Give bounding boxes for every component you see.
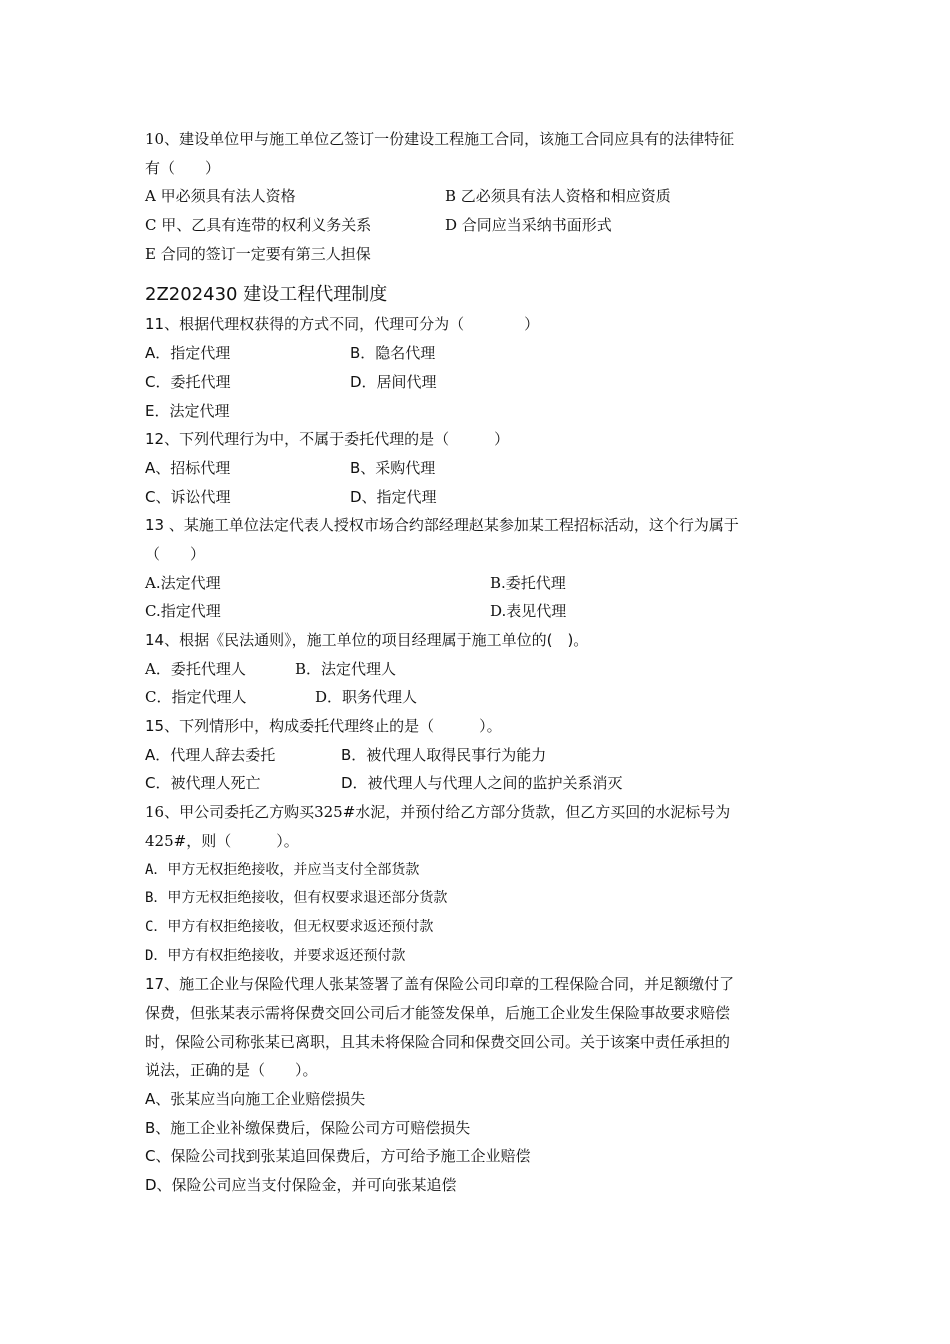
q10-stem-line2: 有（ ） bbox=[145, 158, 221, 177]
q12-options-row2 bbox=[145, 483, 815, 512]
q10-options-row1 bbox=[145, 182, 815, 211]
q10-stem-line1: 10、建设单位甲与施工单位乙签订一份建设工程施工合同，该施工合同应具有的法律特征 bbox=[145, 130, 735, 148]
q10-option-d: D 合同应当采纳书面形式 bbox=[445, 216, 612, 235]
q17-option-a: A、张某应当向施工企业赔偿损失 bbox=[145, 1090, 366, 1108]
q13-stem-line2: （ ） bbox=[145, 544, 206, 563]
q12-option-a: A、招标代理 bbox=[145, 458, 231, 477]
q15-options-row1 bbox=[145, 741, 815, 770]
q14-options-row1 bbox=[145, 655, 815, 684]
q17-option-c: C、保险公司找到张某追回保费后，方可给予施工企业赔偿 bbox=[145, 1147, 531, 1166]
q15-option-c: C．被代理人死亡 bbox=[145, 774, 261, 793]
q10-option-b: B 乙必须具有法人资格和相应资质 bbox=[445, 187, 671, 206]
document-content bbox=[145, 125, 815, 1200]
q10-options-row2 bbox=[145, 211, 815, 240]
q13-stem-line1: 13 、某施工单位法定代表人授权市场合约部经理赵某参加某工程招标活动，这个行为属于 bbox=[145, 516, 739, 535]
q14-option-a: A．委托代理人 bbox=[145, 659, 246, 678]
q10-option-a: A 甲必须具有法人资格 bbox=[145, 187, 296, 206]
q16-option-c: C．甲方有权拒绝接收，但无权要求返还预付款 bbox=[145, 918, 434, 935]
q15-option-a: A．代理人辞去委托 bbox=[145, 745, 276, 764]
q13-option-c: C.指定代理 bbox=[145, 602, 221, 621]
q11-stem: 11、根据代理权获得的方式不同，代理可分为（ ） bbox=[145, 315, 540, 334]
q16-stem-line1: 16、甲公司委托乙方购买325#水泥，并预付给乙方部分货款，但乙方买回的水泥标号为 bbox=[145, 803, 731, 822]
q15-stem: 15、下列情形中，构成委托代理终止的是（ ）。 bbox=[145, 717, 502, 736]
q12-option-d: D、指定代理 bbox=[350, 487, 437, 506]
q17-stem-line4: 说法，正确的是（ ）。 bbox=[145, 1061, 318, 1080]
q11-option-a: A．指定代理 bbox=[145, 344, 231, 363]
q17-option-d: D、保险公司应当支付保险金，并可向张某追偿 bbox=[145, 1176, 457, 1195]
q11-option-c: C．委托代理 bbox=[145, 372, 231, 391]
q11-options-row2 bbox=[145, 368, 815, 397]
q17-stem-line1: 17、施工企业与保险代理人张某签署了盖有保险公司印章的工程保险合同，并足额缴付了 bbox=[145, 975, 735, 994]
q12-option-b: B、采购代理 bbox=[350, 458, 436, 477]
q10-option-c: C 甲、乙具有连带的权利义务关系 bbox=[145, 216, 372, 235]
q13-options-row1 bbox=[145, 569, 815, 598]
q12-option-c: C、诉讼代理 bbox=[145, 487, 231, 506]
q13-option-b: B.委托代理 bbox=[490, 573, 566, 592]
q16-option-d: D．甲方有权拒绝接收，并要求返还预付款 bbox=[145, 947, 406, 964]
q11-option-e: E．法定代理 bbox=[145, 401, 230, 420]
q14-option-c: C．指定代理人 bbox=[145, 688, 247, 707]
q15-option-d: D．被代理人与代理人之间的监护关系消灭 bbox=[341, 774, 623, 793]
q17-option-b: B、施工企业补缴保费后，保险公司方可赔偿损失 bbox=[145, 1118, 471, 1137]
q14-options-row2 bbox=[145, 683, 815, 712]
q11-option-b: B．隐名代理 bbox=[350, 344, 436, 363]
q17-stem-line2: 保费，但张某表示需将保费交回公司后才能签发保单，后施工企业发生保险事故要求赔偿 bbox=[145, 1003, 731, 1022]
q13-option-a: A.法定代理 bbox=[145, 573, 221, 592]
q14-stem: 14、根据《民法通则》，施工单位的项目经理属于施工单位的( )。 bbox=[145, 631, 589, 649]
q16-option-b: B．甲方无权拒绝接收，但有权要求退还部分货款 bbox=[145, 890, 448, 907]
section-heading: 2Z202430 建设工程代理制度 bbox=[145, 284, 388, 306]
q12-options-row1 bbox=[145, 454, 815, 483]
q15-option-b: B．被代理人取得民事行为能力 bbox=[341, 745, 547, 764]
q13-option-d: D.表见代理 bbox=[490, 602, 567, 621]
q13-options-row2 bbox=[145, 597, 815, 626]
q12-stem: 12、下列代理行为中，不属于委托代理的是（ ） bbox=[145, 430, 510, 449]
q15-options-row2 bbox=[145, 769, 815, 798]
q14-option-d: D．职务代理人 bbox=[315, 688, 418, 707]
q11-options-row1 bbox=[145, 339, 815, 368]
q17-stem-line3: 时，保险公司称张某已离职，且其未将保险合同和保费交回公司。关于该案中责任承担的 bbox=[145, 1032, 731, 1051]
q10-option-e: E 合同的签订一定要有第三人担保 bbox=[145, 244, 371, 263]
q14-option-b: B．法定代理人 bbox=[295, 659, 397, 678]
q16-option-a: A．甲方无权拒绝接收，并应当支付全部货款 bbox=[145, 861, 420, 878]
q16-stem-line2: 425#，则（ ）。 bbox=[145, 831, 299, 850]
q11-option-d: D．居间代理 bbox=[350, 372, 437, 391]
